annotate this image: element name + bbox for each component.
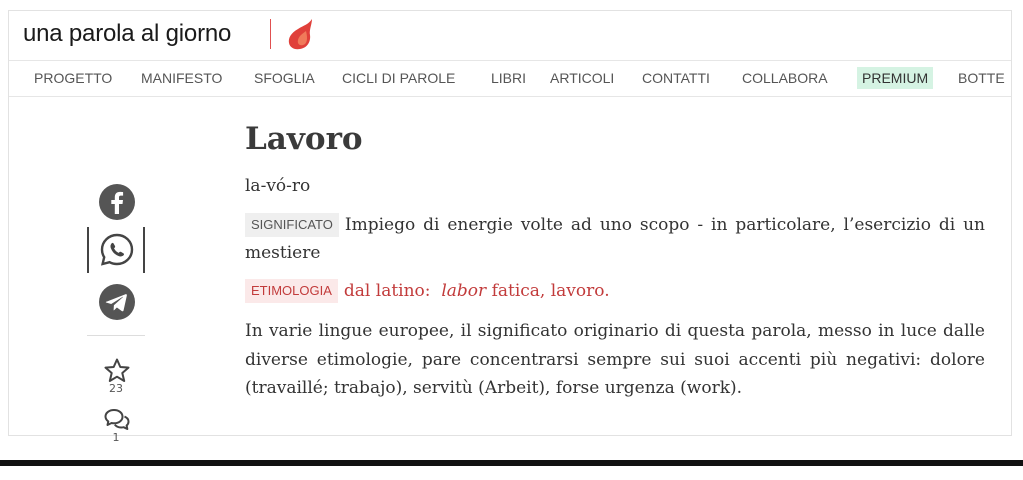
nav-item-progetto[interactable]: PROGETTO — [34, 70, 113, 86]
telegram-icon[interactable] — [98, 283, 136, 321]
sidebar-divider — [87, 335, 145, 336]
nav-item-libri[interactable]: LIBRI — [491, 70, 527, 86]
comment-count: 1 — [112, 431, 120, 444]
nav-item-collabora[interactable]: COLLABORA — [742, 70, 828, 86]
star-icon[interactable] — [103, 357, 131, 385]
main-nav — [9, 61, 1011, 97]
logo-divider — [270, 19, 271, 49]
etimologia-prefix: dal latino: — [343, 281, 431, 301]
star-count: 23 — [109, 382, 123, 395]
nav-item-articoli[interactable]: ARTICOLI — [550, 70, 615, 86]
nav-item-cicli-di-parole[interactable]: CICLI DI PAROLE — [342, 70, 456, 86]
page-frame — [8, 10, 1012, 444]
nav-item-botteghe[interactable]: BOTTE — [958, 70, 1005, 86]
whatsapp-icon[interactable] — [98, 231, 136, 269]
facebook-icon[interactable] — [98, 183, 136, 221]
flame-logo-icon[interactable] — [282, 17, 318, 56]
nav-item-contatti[interactable]: CONTATTI — [642, 70, 710, 86]
etimologia-label: ETIMOLOGIA — [245, 279, 338, 303]
nav-item-sfoglia[interactable]: SFOGLIA — [254, 70, 315, 86]
nav-item-premium[interactable]: PREMIUM — [857, 67, 933, 89]
significato-text: Impiego di energie volte ad uno scopo - in particolare, l’esercizio di un mestiere — [245, 215, 985, 263]
etymology — [245, 277, 985, 305]
site-logo[interactable]: una parola al giorno — [23, 20, 232, 47]
etimologia-suffix: fatica, lavoro. — [491, 281, 610, 301]
definition — [245, 211, 985, 267]
nav-item-manifesto[interactable]: MANIFESTO — [141, 70, 223, 86]
syllabification: la-vó-ro — [245, 176, 311, 196]
site-header — [9, 11, 1011, 61]
bottom-bar — [0, 460, 1023, 466]
article-body: In varie lingue europee, il significato originario di questa parola, messo in luce dalle diverse etimologie, pare concentrarsi sempre sui suoi accenti più negativi: dolore (travaillé; trabajo), servitù (Arbeit), forse urgenza (work). — [245, 321, 985, 398]
word-title: Lavoro — [245, 121, 363, 157]
etimologia-word: labor — [441, 281, 487, 301]
comments-icon[interactable] — [103, 407, 131, 433]
significato-label: SIGNIFICATO — [245, 213, 339, 237]
